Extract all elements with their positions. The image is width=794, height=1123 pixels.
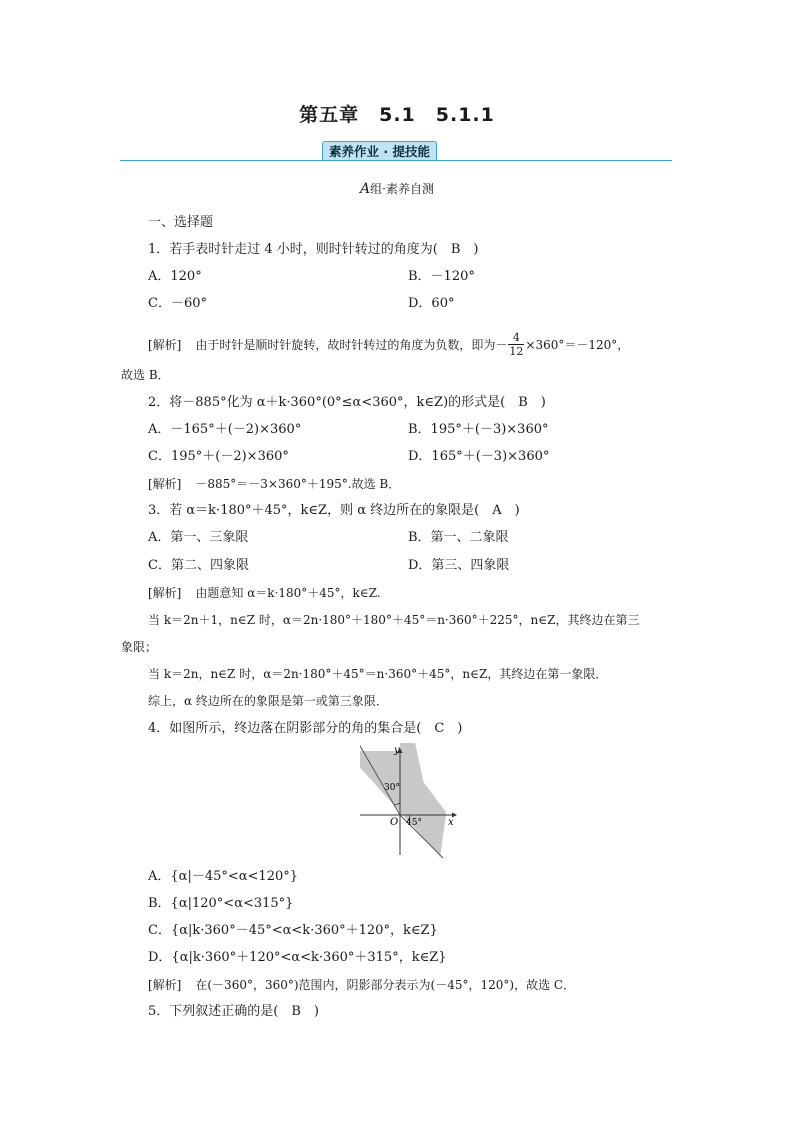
q3-option-b: B．第一、二象限	[408, 530, 509, 545]
q1-stem: 1．若手表时针走过 4 小时，则时针转过的角度为( B )	[148, 242, 479, 257]
origin-label: O	[390, 817, 399, 828]
q4-figure	[360, 743, 460, 858]
x-label: x	[448, 817, 454, 828]
q3-solution-text: 由题意知 α＝k·180°＋45°，k∈Z.	[195, 586, 381, 600]
q1-fraction-denominator: 12	[509, 345, 524, 358]
q2-option-a: A．－165°＋(－2)×360°	[148, 422, 302, 437]
group-letter: A	[360, 181, 371, 197]
shaded-region-fill	[400, 743, 446, 858]
q4-solution	[148, 976, 575, 994]
q2-solution	[148, 475, 400, 493]
q1-solution	[148, 331, 629, 358]
group-text: 组·素养自测	[370, 182, 434, 196]
q1-solution-text: 由于时针是顺时针旋转，故时针转过的角度为负数，即为－	[195, 337, 508, 352]
q1-solution-line2: 故选 B．	[121, 368, 170, 382]
q3-option-a: A．第一、三象限	[148, 530, 249, 545]
q1-option-c: C．－60°	[148, 296, 207, 311]
q4-option-a: A．{α|－45°<α<120°}	[148, 869, 299, 884]
q3-solution-label: [解析]	[148, 586, 182, 600]
q2-solution-label: [解析]	[148, 477, 182, 491]
q1-fraction	[508, 331, 524, 358]
y-label: y	[394, 745, 400, 756]
chapter-title: 第五章 5.1 5.1.1	[299, 104, 495, 126]
q2-option-b: B．195°＋(－3)×360°	[408, 422, 549, 437]
q4-solution-text: 在(－360°，360°)范围内，阴影部分表示为(－45°，120°)，故选 C．	[195, 978, 576, 992]
q3-solution-line2: 当 k＝2n＋1，n∈Z 时，α＝2n·180°＋180°＋45°＝n·360°＋225°，n∈Z，其终边在第三	[148, 613, 640, 627]
q4-option-d: D．{α|k·360°＋120°<α<k·360°＋315°，k∈Z}	[148, 950, 447, 965]
q1-solution-label: [解析]	[148, 337, 182, 352]
q4-stem: 4．如图所示，终边落在阴影部分的角的集合是( C )	[148, 721, 463, 736]
q3-option-c: C．第二、四象限	[148, 558, 249, 573]
section-heading: 一、选择题	[148, 215, 214, 230]
q5-stem: 5．下列叙述正确的是( B )	[148, 1004, 319, 1019]
q1-option-b: B．－120°	[408, 269, 475, 284]
q3-option-d: D．第三、四象限	[408, 558, 510, 573]
q3-solution-line5: 综上，α 终边所在的象限是第一或第三象限．	[148, 694, 388, 708]
q1-option-d: D．60°	[408, 296, 455, 311]
angle-label-45: 45°	[406, 818, 422, 828]
q2-option-d: D．165°＋(－3)×360°	[408, 449, 550, 464]
q1-option-a: A．120°	[148, 269, 202, 284]
angle-label-30: 30°	[384, 783, 400, 793]
header-rule	[120, 160, 672, 161]
section-badge: 素养作业 · 提技能	[322, 141, 437, 161]
q2-solution-text: －885°＝－3×360°＋195°.故选 B．	[195, 477, 401, 491]
group-heading	[0, 180, 794, 197]
q3-solution-line3: 象限；	[121, 640, 158, 654]
q4-option-c: C．{α|k·360°－45°<α<k·360°＋120°，k∈Z}	[148, 923, 438, 938]
q3-stem: 3．若 α＝k·180°＋45°，k∈Z，则 α 终边所在的象限是( A )	[148, 503, 520, 518]
q4-option-b: B．{α|120°<α<315°}	[148, 896, 294, 911]
q1-solution-text-end: ×360°＝－120°，	[525, 337, 630, 352]
q2-stem: 2．将－885°化为 α＋k·360°(0°≤α<360°，k∈Z)的形式是( B )	[148, 395, 546, 410]
q4-solution-label: [解析]	[148, 978, 182, 992]
q3-solution	[148, 584, 381, 602]
q3-solution-line4: 当 k＝2n，n∈Z 时，α＝2n·180°＋45°＝n·360°＋45°，n∈Z，其终边在第一象限．	[148, 667, 608, 681]
q2-option-c: C．195°＋(－2)×360°	[148, 449, 289, 464]
q1-fraction-numerator: 4	[512, 331, 520, 344]
